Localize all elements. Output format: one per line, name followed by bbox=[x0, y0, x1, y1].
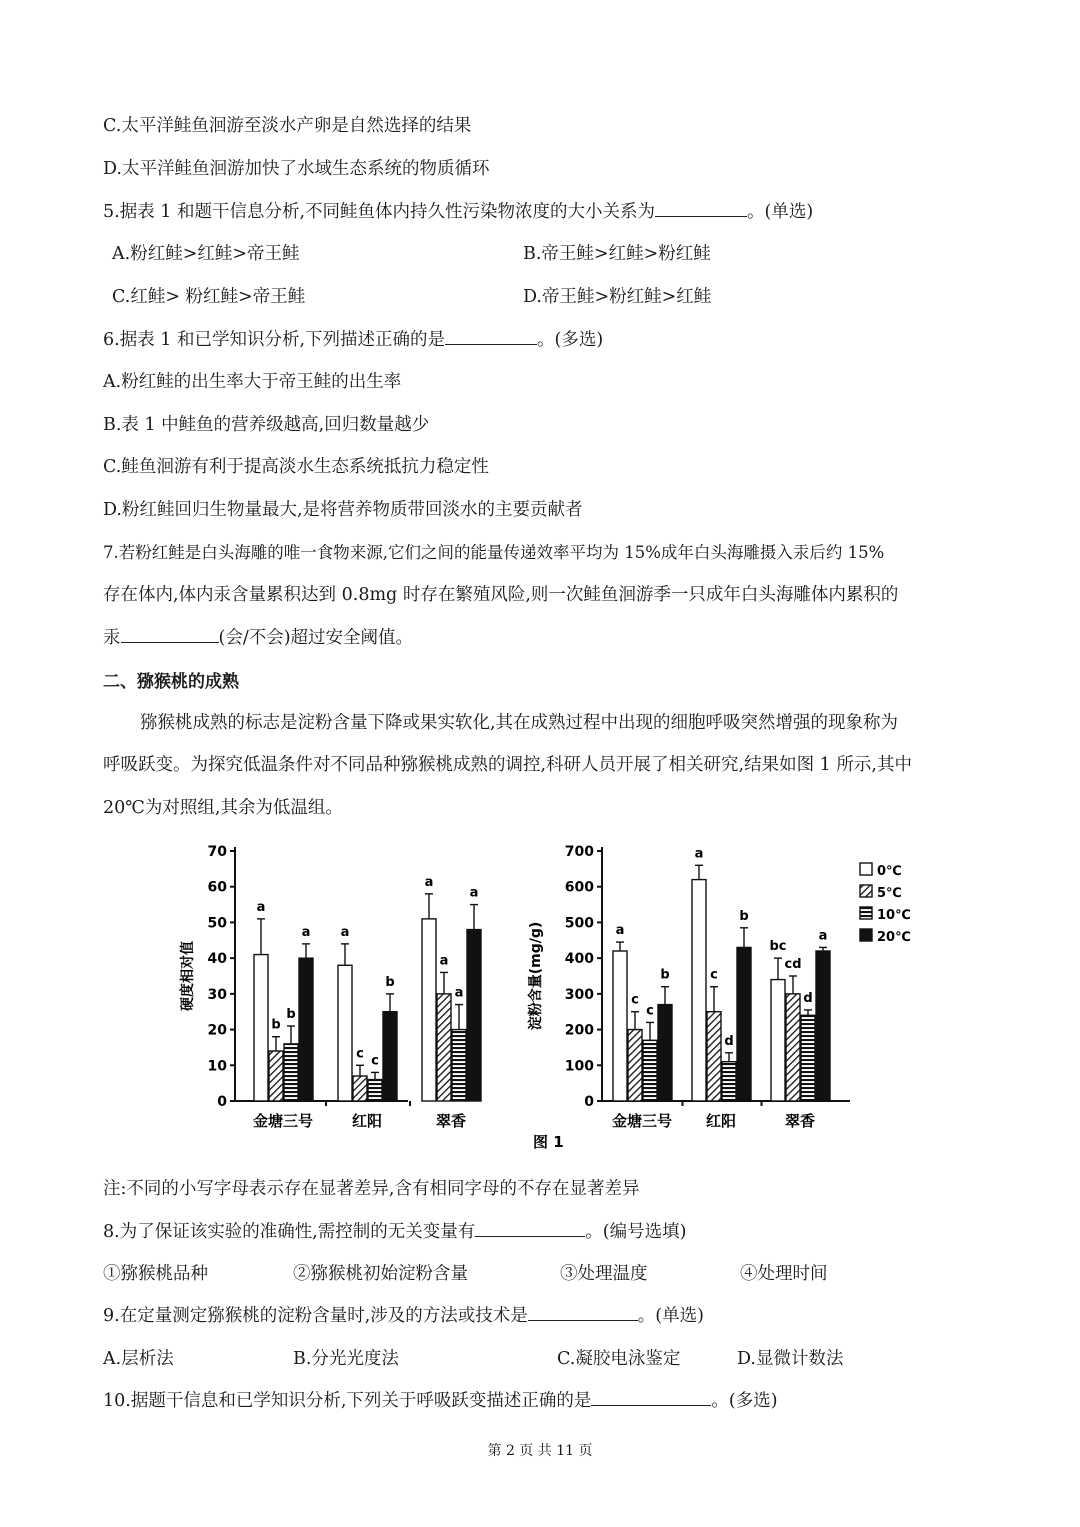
legend-swatch-5c bbox=[860, 885, 872, 897]
y-tick-label: 0 bbox=[217, 1094, 227, 1110]
significance-letter: b bbox=[660, 967, 670, 983]
page-footer: 第 2 页 共 11 页 bbox=[487, 1443, 593, 1459]
option-4d: D.太平洋鲑鱼洄游加快了水域生态系统的物质循环 bbox=[103, 159, 490, 179]
question-7-line-3: 汞 (会/不会)超过安全阈值。 bbox=[103, 628, 414, 648]
bar-20c bbox=[816, 951, 830, 1101]
intro-paragraph-line-1: 猕猴桃成熟的标志是淀粉含量下降或果实软化,其在成熟过程中出现的细胞呼吸突然增强的现象称为 bbox=[140, 713, 899, 733]
legend-label-0c: 0℃ bbox=[877, 864, 902, 879]
y-axis-label: 淀粉含量(mg/g) bbox=[528, 921, 544, 1031]
option-8-2: ②猕猴桃初始淀粉含量 bbox=[293, 1264, 468, 1284]
y-tick-label: 0 bbox=[584, 1094, 594, 1110]
significance-letter: a bbox=[340, 924, 350, 940]
significance-letter: cd bbox=[784, 957, 802, 972]
option-6a: A.粉红鲑的出生率大于帝王鲑的出生率 bbox=[103, 372, 402, 392]
significance-letter: a bbox=[469, 885, 479, 901]
intro-paragraph-line-3: 20℃为对照组,其余为低温组。 bbox=[103, 798, 343, 818]
bar-20c bbox=[299, 958, 313, 1101]
answer-blank-6[interactable] bbox=[445, 329, 537, 345]
y-tick-label: 100 bbox=[564, 1058, 594, 1075]
option-6b: B.表 1 中鲑鱼的营养级越高,回归数量越少 bbox=[103, 415, 430, 435]
category-label: 翠香 bbox=[435, 1112, 467, 1130]
y-tick-label: 200 bbox=[564, 1022, 594, 1039]
significance-letter: c bbox=[356, 1046, 364, 1062]
y-tick-label: 600 bbox=[564, 879, 594, 896]
legend-label-20c: 20℃ bbox=[877, 930, 911, 945]
bar-20c bbox=[737, 947, 751, 1101]
significance-letter: a bbox=[424, 874, 434, 890]
y-tick-label: 50 bbox=[207, 915, 227, 932]
option-5d: D.帝王鲑>粉红鲑>红鲑 bbox=[523, 287, 712, 307]
bar-10c bbox=[801, 1015, 815, 1101]
y-tick-label: 70 bbox=[207, 844, 227, 860]
answer-blank-10[interactable] bbox=[591, 1390, 711, 1406]
category-label: 红阳 bbox=[705, 1112, 737, 1130]
bar-0c bbox=[422, 919, 436, 1101]
bar-20c bbox=[383, 1012, 397, 1101]
starch-chart bbox=[527, 844, 850, 1130]
answer-blank-9[interactable] bbox=[528, 1305, 638, 1321]
significance-letter: b bbox=[739, 908, 749, 924]
y-tick-label: 10 bbox=[207, 1058, 227, 1075]
y-tick-label: 500 bbox=[564, 915, 594, 932]
bar-0c bbox=[254, 955, 268, 1101]
y-tick-label: 300 bbox=[564, 986, 594, 1003]
significance-letter: a bbox=[818, 928, 828, 944]
significance-letter: a bbox=[301, 924, 311, 940]
significance-letter: b bbox=[286, 1007, 296, 1022]
legend-label-5c: 5℃ bbox=[877, 886, 902, 901]
chart-legend bbox=[860, 863, 911, 945]
bar-5c bbox=[707, 1012, 721, 1101]
option-9d: D.显微计数法 bbox=[737, 1349, 844, 1369]
category-label: 金塘三号 bbox=[611, 1112, 673, 1130]
y-tick-label: 20 bbox=[207, 1022, 227, 1039]
question-9: 9.在定量测定猕猴桃的淀粉含量时,涉及的方法或技术是 。(单选) bbox=[103, 1306, 704, 1326]
bar-20c bbox=[658, 1005, 672, 1101]
significance-letter: a bbox=[615, 923, 625, 939]
option-6c: C.鲑鱼洄游有利于提高淡水生态系统抵抗力稳定性 bbox=[103, 457, 489, 477]
significance-letter: c bbox=[371, 1053, 379, 1069]
figure-1 bbox=[170, 835, 930, 1160]
bar-10c bbox=[452, 1030, 466, 1101]
bar-5c bbox=[628, 1030, 642, 1101]
intro-paragraph-line-2: 呼吸跃变。为探究低温条件对不同品种猕猴桃成熟的调控,科研人员开展了相关研究,结果如图 1 所示,其中 bbox=[103, 755, 912, 775]
option-5b: B.帝王鲑>红鲑>粉红鲑 bbox=[523, 244, 711, 264]
hardness-chart bbox=[179, 844, 481, 1130]
y-tick-label: 30 bbox=[207, 986, 227, 1003]
y-axis-label: 硬度相对值 bbox=[180, 941, 196, 1011]
category-label: 红阳 bbox=[351, 1112, 383, 1130]
bar-5c bbox=[269, 1051, 283, 1101]
significance-letter: b bbox=[385, 974, 395, 990]
legend-swatch-0c bbox=[860, 863, 872, 875]
significance-letter: a bbox=[256, 899, 266, 915]
bar-0c bbox=[338, 965, 352, 1101]
significance-letter: b bbox=[271, 1017, 281, 1033]
bar-10c bbox=[284, 1044, 298, 1101]
category-label: 金塘三号 bbox=[252, 1112, 314, 1130]
bar-10c bbox=[368, 1080, 382, 1101]
category-label: 翠香 bbox=[784, 1112, 816, 1130]
answer-blank-5[interactable] bbox=[655, 201, 747, 217]
option-6d: D.粉红鲑回归生物量最大,是将营养物质带回淡水的主要贡献者 bbox=[103, 500, 583, 520]
bar-0c bbox=[692, 880, 706, 1101]
option-5c: C.红鲑> 粉红鲑>帝王鲑 bbox=[112, 287, 306, 307]
significance-letter: a bbox=[439, 953, 449, 969]
figure-caption: 图 1 bbox=[533, 1133, 564, 1151]
question-6: 6.据表 1 和已学知识分析,下列描述正确的是 。(多选) bbox=[103, 330, 604, 350]
significance-letter: d bbox=[724, 1033, 734, 1049]
significance-letter: bc bbox=[769, 939, 787, 955]
bar-20c bbox=[467, 930, 481, 1101]
question-8: 8.为了保证该实验的准确性,需控制的无关变量有 。(编号选填) bbox=[103, 1222, 687, 1242]
answer-blank-8[interactable] bbox=[475, 1221, 585, 1237]
bar-5c bbox=[786, 994, 800, 1101]
y-tick-label: 60 bbox=[207, 879, 227, 896]
y-tick-label: 700 bbox=[564, 844, 594, 860]
option-9c: C.凝胶电泳鉴定 bbox=[557, 1349, 681, 1369]
bar-10c bbox=[722, 1062, 736, 1101]
significance-letter: c bbox=[646, 1003, 654, 1019]
bar-5c bbox=[437, 994, 451, 1101]
y-tick-label: 40 bbox=[207, 951, 227, 968]
option-9a: A.层析法 bbox=[103, 1349, 174, 1369]
option-5a: A.粉红鲑>红鲑>帝王鲑 bbox=[112, 244, 300, 264]
question-10: 10.据题干信息和已学知识分析,下列关于呼吸跃变描述正确的是 。(多选) bbox=[103, 1391, 778, 1411]
significance-letter: d bbox=[803, 990, 813, 1006]
question-5: 5.据表 1 和题干信息分析,不同鲑鱼体内持久性污染物浓度的大小关系为 。(单选) bbox=[103, 202, 814, 222]
significance-letter: a bbox=[694, 846, 704, 862]
bar-5c bbox=[353, 1076, 367, 1101]
legend-label-10c: 10℃ bbox=[877, 908, 911, 923]
figure-note: 注:不同的小写字母表示存在显著差异,含有相同字母的不存在显著差异 bbox=[103, 1179, 640, 1199]
y-tick-label: 400 bbox=[564, 951, 594, 968]
legend-swatch-20c bbox=[860, 929, 872, 941]
option-8-4: ④处理时间 bbox=[740, 1264, 828, 1284]
question-7-line-1: 7.若粉红鲑是白头海雕的唯一食物来源,它们之间的能量传递效率平均为 15%成年白头海雕摄入汞后约 15% bbox=[103, 543, 885, 562]
significance-letter: a bbox=[454, 985, 464, 1001]
question-7-line-2: 存在体内,体内汞含量累积达到 0.8mg 时存在繁殖风险,则一次鲑鱼洄游季一只成年白头海雕体内累积的 bbox=[103, 585, 899, 605]
option-9b: B.分光光度法 bbox=[293, 1349, 399, 1369]
option-4c: C.太平洋鲑鱼洄游至淡水产卵是自然选择的结果 bbox=[103, 116, 472, 136]
bar-10c bbox=[643, 1040, 657, 1101]
bar-0c bbox=[613, 951, 627, 1101]
option-8-1: ①猕猴桃品种 bbox=[103, 1264, 208, 1284]
legend-swatch-10c bbox=[860, 907, 872, 919]
section-2-heading: 二、猕猴桃的成熟 bbox=[103, 672, 239, 692]
option-8-3: ③处理温度 bbox=[560, 1264, 648, 1284]
significance-letter: c bbox=[710, 967, 718, 983]
bar-0c bbox=[771, 980, 785, 1101]
answer-blank-7[interactable] bbox=[121, 627, 219, 643]
significance-letter: c bbox=[631, 992, 639, 1008]
